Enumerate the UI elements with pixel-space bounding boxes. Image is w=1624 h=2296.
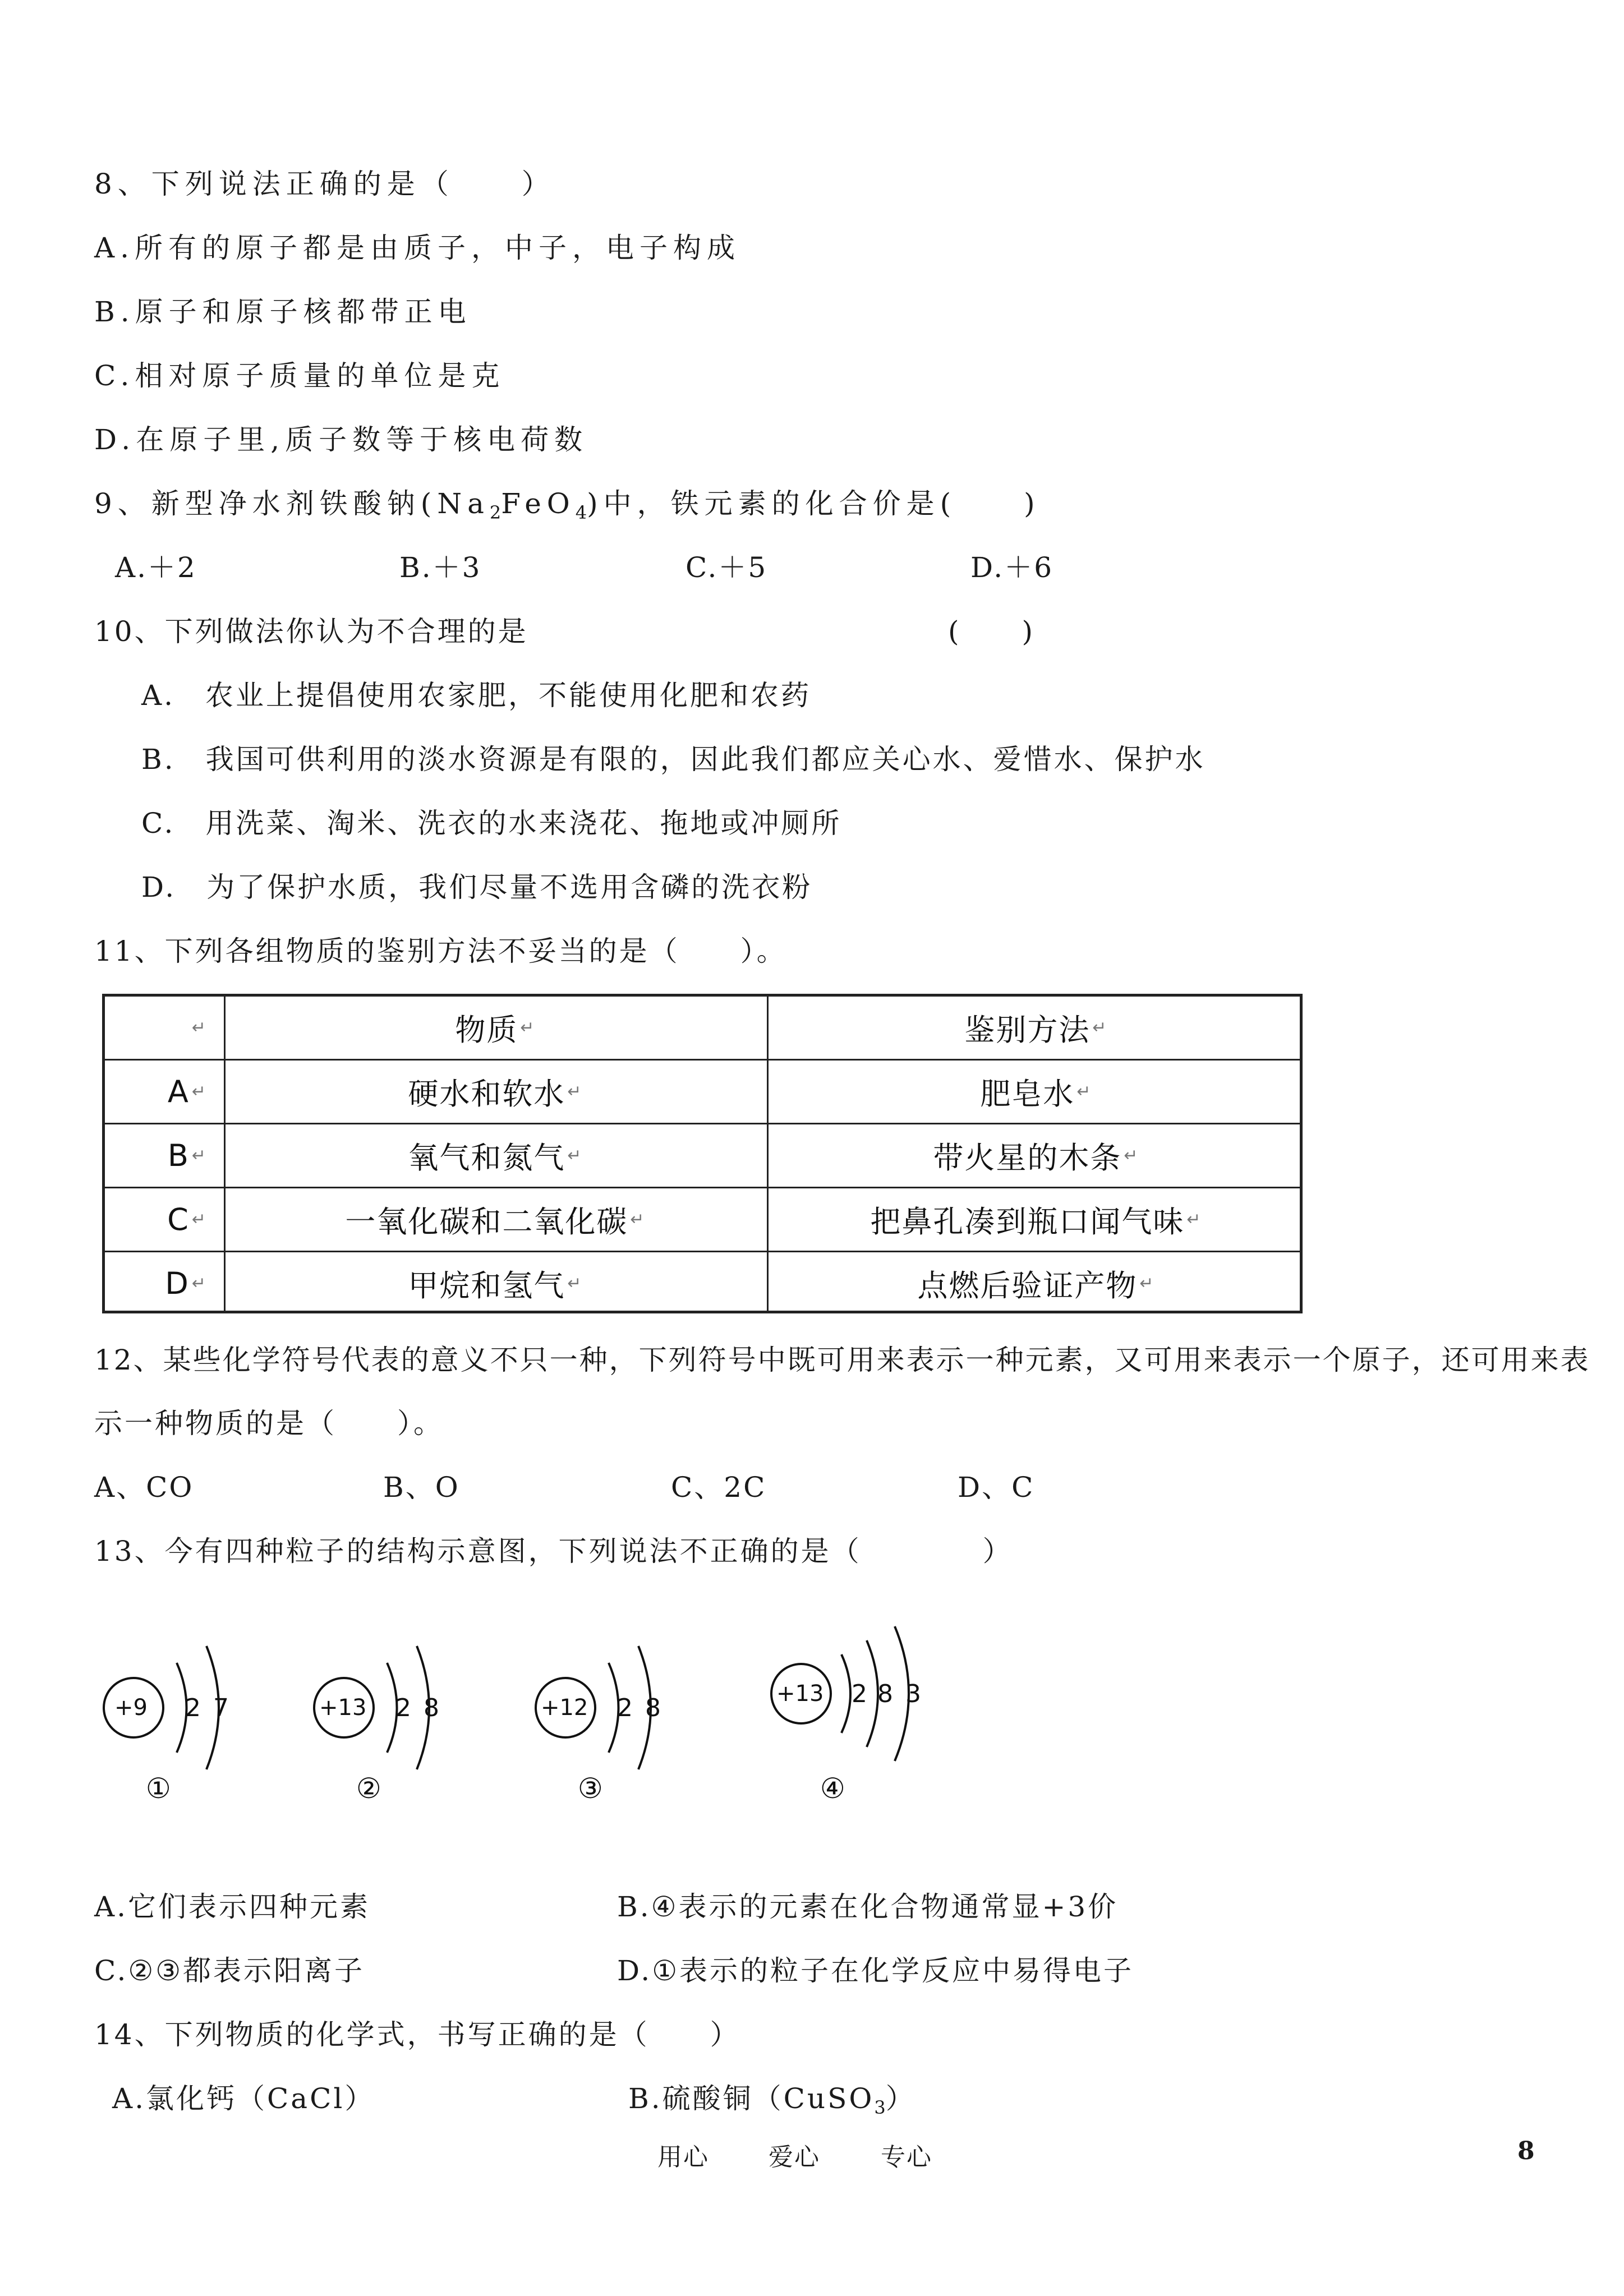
atom-nucleus: +13 [776,1681,824,1707]
atom-diagram-1 [101,1638,337,1817]
q13-option-a: A.它们表示四种元素 [94,1891,371,1923]
q11-stem: 11、下列各组物质的鉴别方法不妥当的是（ ）。 [94,935,787,967]
footer-motto-3: 专心 [881,2143,932,2171]
table-row [105,1059,1300,1123]
shell-electrons: 7 [213,1694,229,1722]
table-header-cell: 鉴别方法 ↵ [964,1012,1108,1048]
shell-electrons: 2 [395,1694,411,1722]
atom-label: ③ [578,1772,603,1805]
table-cell: 硬水和软水 ↵ [408,1076,583,1112]
atom-label: ① [146,1772,171,1805]
table-header-row [105,997,1300,1061]
atom-shells-graphic [311,1638,547,1817]
q8-option-b: B.原子和原子核都带正电 [94,296,472,328]
shell-electrons: 8 [424,1694,439,1722]
shell-electrons: 2 [617,1694,633,1722]
q12-option-d: D、C [958,1471,1035,1504]
table-row [105,1187,1300,1251]
atom-diagram-2 [311,1638,547,1817]
table-cell: 氧气和氮气 ↵ [408,1140,583,1175]
q12-option-c: C、2C [671,1471,767,1504]
table-cell: 带火星的木条 ↵ [933,1140,1139,1175]
q13-option-c: C.②③都表示阳离子 [94,1954,365,1987]
q8-option-a: A.所有的原子都是由质子，中子，电子构成 [94,232,741,264]
q9-option-a: A.＋2 [115,551,197,584]
table-row [105,1251,1300,1315]
table-cell: C ↵ [167,1202,207,1237]
q13-stem: 13、今有四种粒子的结构示意图，下列说法不正确的是（ ） [94,1535,1013,1567]
atom-diagram-3 [533,1638,769,1817]
table-cell: 点燃后验证产物 ↵ [917,1268,1155,1303]
table-row [105,1123,1300,1187]
footer-motto-1: 用心 [657,2143,709,2171]
table-cell: D ↵ [165,1266,207,1301]
atom-label: ② [356,1772,381,1805]
q12-stem-line2: 示一种物质的是（ ）。 [94,1407,444,1440]
q14-stem: 14、下列物质的化学式，书写正确的是（ ） [94,2018,740,2051]
atom-shells-graphic [101,1638,337,1817]
q9-stem: 9、新型净水剂铁酸钠$(Na_2FeO_4)$中，铁元素的化合价是( ) [94,487,1041,523]
shell-electrons: 8 [645,1694,661,1722]
shell-electrons: 3 [905,1680,921,1708]
q10-stem: 10、下列做法你认为不合理的是 [94,615,528,648]
shell-electrons: 8 [877,1680,893,1708]
page-number: 8 [1517,2137,1536,2165]
q12-option-a: A、CO [94,1471,194,1504]
atom-nucleus: +13 [319,1695,367,1721]
table-cell: 甲烷和氢气 ↵ [408,1268,583,1303]
table-cell: 一氧化碳和二氧化碳 ↵ [345,1204,646,1239]
footer-motto-2: 爱心 [769,2143,820,2171]
q10-option-b: B. 我国可供利用的淡水资源是有限的，因此我们都应关心水、爱惜水、保护水 [141,743,1206,776]
q10-option-c: C. 用洗菜、淘米、洗衣的水来浇花、拖地或冲厕所 [141,807,842,840]
table-header-cell: ↵ [191,1018,207,1038]
q10-answer-paren: ( ) [948,615,1036,648]
atom-label: ④ [820,1772,845,1805]
q14-option-a: A.氯化钙（CaCl） [112,2082,375,2115]
atom-diagram-4 [769,1638,1038,1817]
q12-stem-line1: 12、某些化学符号代表的意义不只一种，下列符号中既可用来表示一种元素，又可用来表示一个原子，还可用来表 [94,1344,1590,1376]
atom-shells-graphic [533,1638,769,1817]
q10-option-d: D. 为了保护水质，我们尽量不选用含磷的洗衣粉 [141,871,813,903]
shell-electrons: 2 [185,1694,201,1722]
table-cell: A ↵ [167,1074,207,1109]
q14-option-b: B.硫酸铜（CuSO$_3$） [628,2082,916,2118]
q10-option-a: A. 农业上提倡使用农家肥，不能使用化肥和农药 [141,679,812,712]
shell-electrons: 2 [852,1680,867,1708]
q9-option-c: C.＋5 [686,551,768,584]
q12-option-b: B、O [383,1471,460,1504]
table-cell: 肥皂水 ↵ [980,1076,1092,1112]
q8-option-d: D.在原子里,质子数等于核电荷数 [94,423,588,456]
q9-option-b: B.＋3 [399,551,482,584]
table-header-cell: 物质 ↵ [455,1012,536,1048]
atom-shells-graphic [769,1638,1038,1817]
q8-option-c: C.相对原子质量的单位是克 [94,359,505,392]
q9-option-d: D.＋6 [970,551,1054,584]
q13-option-d: D.①表示的粒子在化学反应中易得电子 [617,1954,1134,1987]
q11-table [102,994,1303,1313]
atom-nucleus: +12 [541,1695,588,1721]
table-cell: 把鼻孔凑到瓶口闻气味 ↵ [870,1204,1202,1239]
atom-nucleus: +9 [114,1695,148,1721]
table-cell: B ↵ [167,1138,207,1173]
q13-option-b: B.④表示的元素在化合物通常显+3价 [617,1891,1119,1923]
q8-stem: 8、下列说法正确的是（ ） [94,168,555,200]
